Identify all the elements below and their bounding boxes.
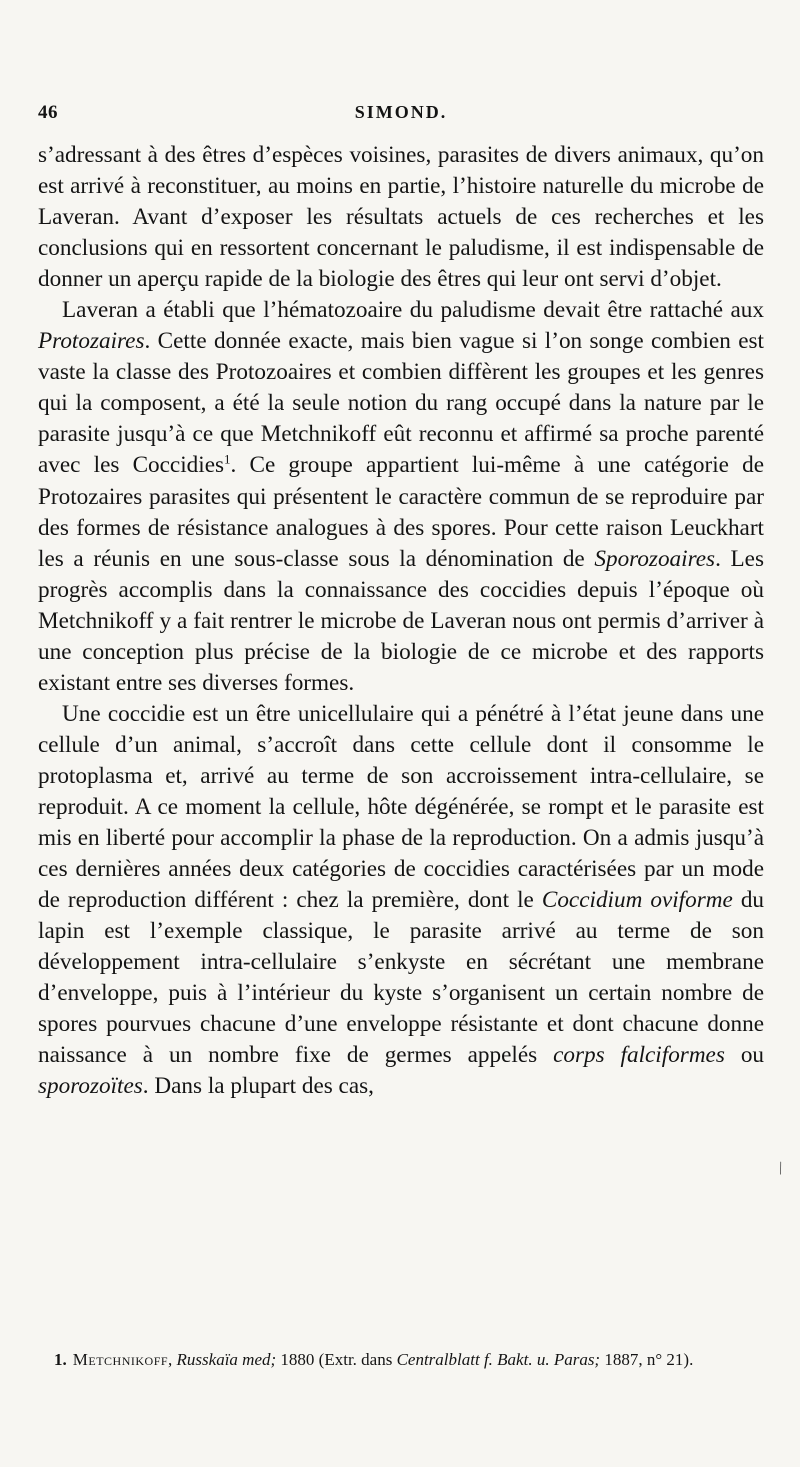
text-segment: Laveran a établi que l’hématozoaire du paludisme devait être rattaché aux	[62, 297, 764, 324]
text-segment: . Ce groupe appartient lui-même à une catégorie de Protozaires parasites qui présentent le caractère commun de se reproduire par des formes de résistance analogues à des spores. Pour cette raison Leuckhart les a réunis en une sous-classe sous la dénomination de	[38, 452, 764, 572]
italic-term: Coccidium oviforme	[541, 887, 733, 914]
footnote-journal-1: Russkaïa med;	[176, 1350, 277, 1369]
italic-term: Sporozoaires	[594, 545, 716, 572]
italic-term: corps falciformes	[553, 1042, 725, 1069]
footnote	[38, 1348, 764, 1372]
text-segment: du lapin est l’exemple classique, le parasite arrivé au terme de son développement intra-cellulaire s’enkyste en sécrétant une membrane d’enveloppe, puis à l’intérieur du kyste s’organisent un certain nombre de spores pourvues chacune d’une enveloppe résistante et dont chacune donne naissance à un nombre fixe de germes appelés	[38, 887, 765, 1069]
footnote-text-2: 1880 (Extr. dans	[276, 1350, 397, 1369]
text-segment: . Dans la plupart des cas,	[142, 1073, 374, 1100]
footnote-text-1: ,	[168, 1350, 177, 1369]
paragraph	[38, 140, 764, 295]
italic-term: Protozaires	[38, 328, 145, 355]
paragraph	[38, 295, 764, 699]
text-segment: ou	[724, 1042, 764, 1069]
text-segment: Une coccidie est un être unicellulaire qui a pénétré à l’état jeune dans une cellule d’un animal, s’accroît dans cette cellule dont il consomme le protoplasma et, arrivé au terme de son accroissement intra-cellulaire, se reproduit. A ce moment la cellule, hôte dégénérée, se rompt et le parasite est mis en liberté pour accomplir la phase de la reproduction. On a admis jusqu’à ces dernières années deux catégories de coccidies caractérisées par un mode de reproduction différent : chez la première, dont le	[38, 700, 764, 914]
footnote-text-3: 1887, n° 21).	[600, 1350, 694, 1369]
margin-mark: \	[774, 1157, 787, 1179]
footnote-journal-2: Centralblatt f. Bakt. u. Paras;	[396, 1350, 601, 1369]
footnote-reference: 1	[224, 451, 231, 467]
text-segment: . Les progrès accomplis dans la connaissance des coccidies depuis l’époque où Metchnikoff y a fait rentrer le microbe de Laveran nous ont permis d’arriver à une conception plus précise de la biologie de ce microbe et des rapports existant entre ses diverses formes.	[38, 545, 765, 696]
text-segment: . Cette donnée exacte, mais bien vague si l’on songe combien est vaste la classe des Protozoaires et combien diffèrent les groupes et les genres qui la composent, a été la seule notion du rang occupé dans la nature par le parasite jusqu’à ce que Metchnikoff eût reconnu et affirmé sa proche parenté avec les Coccidies	[38, 328, 764, 479]
body-text	[38, 140, 764, 1102]
paragraph	[38, 699, 764, 1103]
text-segment: s’adressant à des êtres d’espèces voisines, parasites de divers animaux, qu’on est arrivé à reconstituer, au moins en partie, l’histoire naturelle du microbe de Laveran. Avant d’exposer les résultats actuels de ces recherches et les conclusions qui en ressortent concernant le paludisme, il est indispensable de donner un aperçu rapide de la biologie des êtres qui leur ont servi d’objet.	[38, 142, 764, 293]
footnote-number: 1.	[54, 1350, 67, 1369]
footnote-author: Metchnikoff	[72, 1350, 169, 1369]
italic-term: sporozoïtes	[38, 1073, 143, 1100]
running-head: SIMOND.	[354, 102, 448, 122]
page-header	[38, 102, 764, 132]
page-number: 46	[38, 102, 58, 123]
